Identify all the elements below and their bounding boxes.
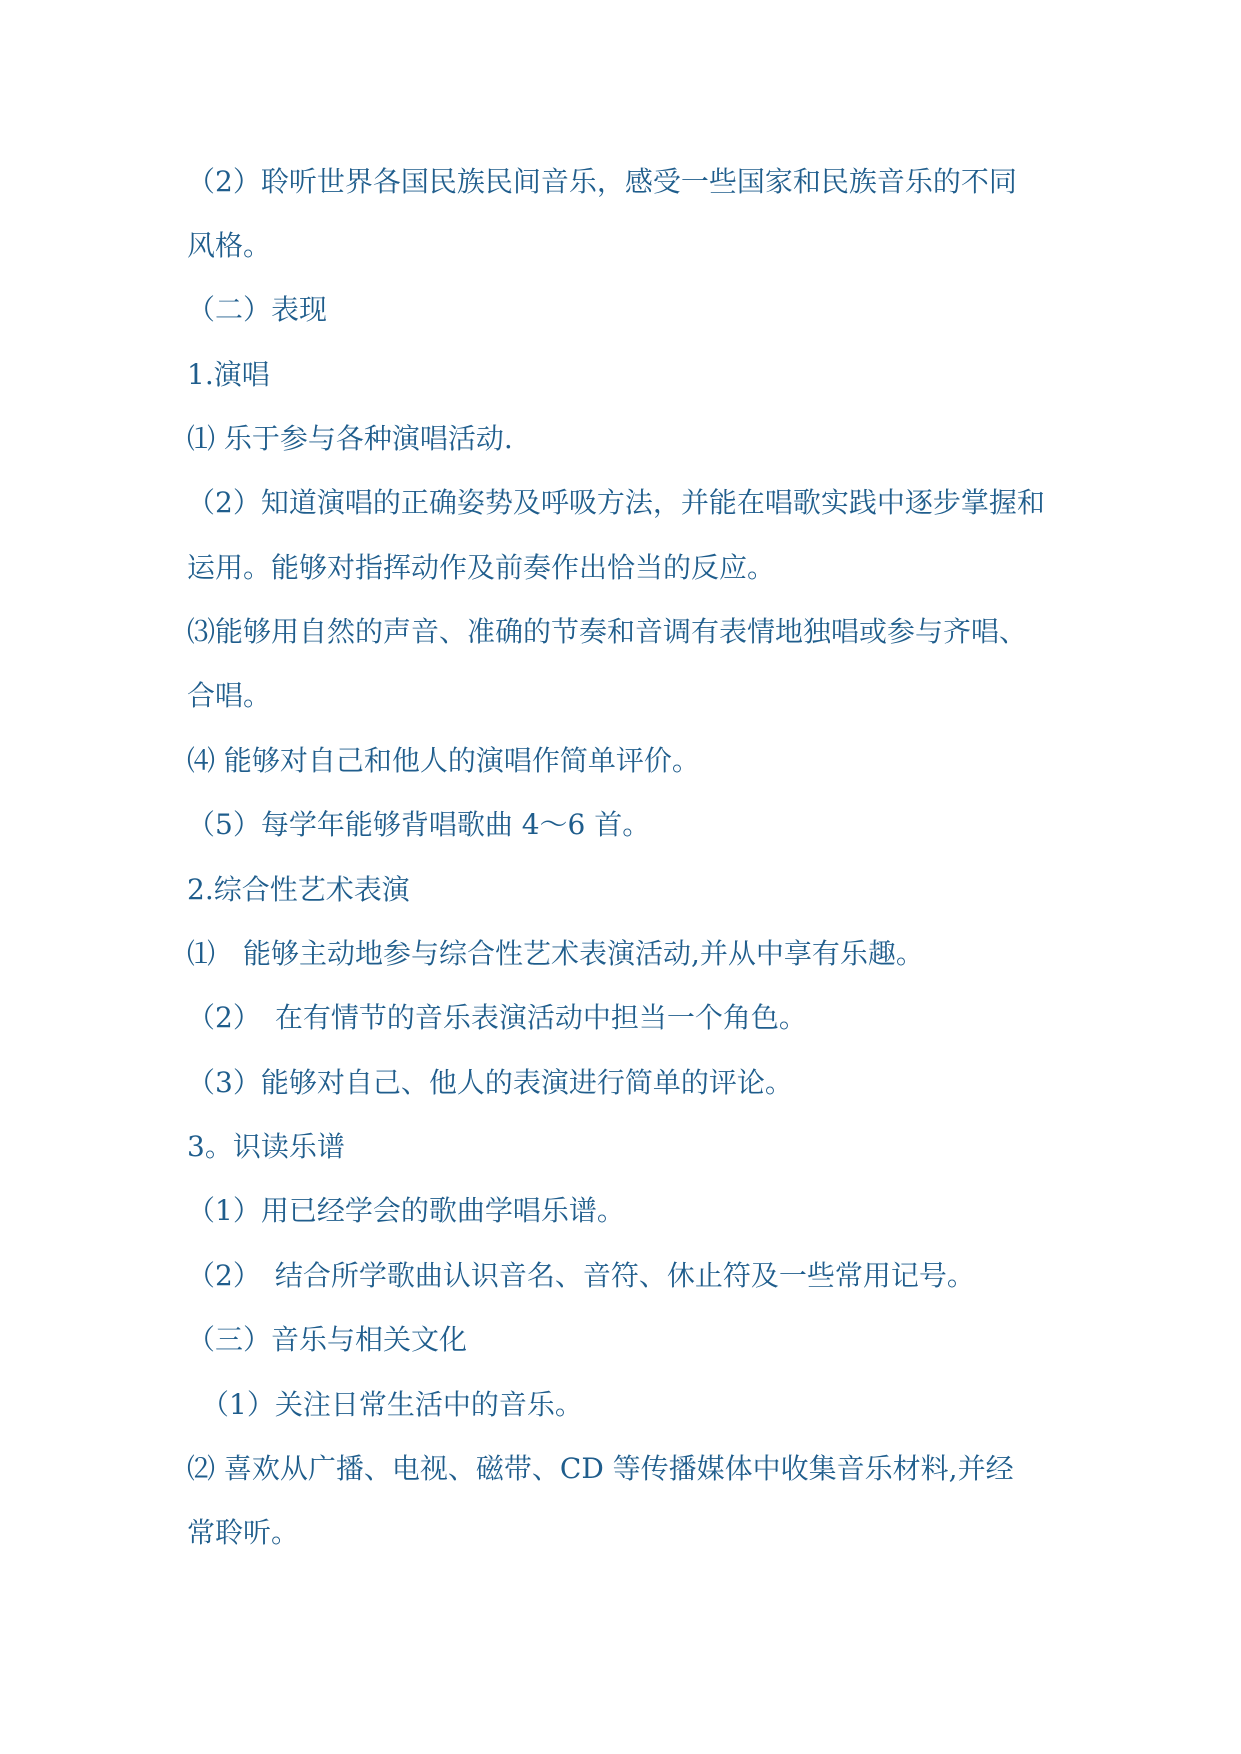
subsection-heading-performance-art: 2.综合性艺术表演 (187, 873, 410, 906)
text-line-8: ⑶能够用自然的声音、准确的节奏和音调有表情地独唱或参与齐唱、 (187, 615, 1028, 648)
text-line-18: （2） 结合所学歌曲认识音名、音符、休止符及一些常用记号。 (187, 1259, 975, 1292)
text-line-5: ⑴ 乐于参与各种演唱活动. (187, 422, 513, 455)
text-line-15: （3）能够对自己、他人的表演进行简单的评论。 (187, 1066, 793, 1099)
text-line-2: 风格。 (187, 229, 272, 262)
subsection-heading-score-reading: 3。识读乐谱 (187, 1130, 345, 1163)
text-line-21: ⑵ 喜欢从广播、电视、磁带、CD 等传播媒体中收集音乐材料,并经 (187, 1452, 1014, 1485)
text-line-11: （5）每学年能够背唱歌曲 4～6 首。 (187, 808, 651, 841)
subsection-heading-singing: 1.演唱 (187, 358, 270, 391)
text-line-10: ⑷ 能够对自己和他人的演唱作简单评价。 (187, 744, 700, 777)
text-line-17: （1）用已经学会的歌曲学唱乐谱。 (187, 1194, 625, 1227)
text-line-1: （2）聆听世界各国民族民间音乐，感受一些国家和民族音乐的不同 (187, 165, 1017, 198)
section-heading-performance: （二）表现 (187, 293, 328, 326)
text-line-9: 合唱。 (187, 679, 272, 712)
text-line-6: （2）知道演唱的正确姿势及呼吸方法，并能在唱歌实践中逐步掌握和 (187, 486, 1045, 519)
text-line-13: ⑴ 能够主动地参与综合性艺术表演活动,并从中享有乐趣。 (187, 937, 924, 970)
text-line-20: （1）关注日常生活中的音乐。 (187, 1388, 583, 1421)
text-line-22: 常聆听。 (187, 1516, 300, 1549)
section-heading-music-culture: （三）音乐与相关文化 (187, 1323, 468, 1356)
text-line-7: 运用。能够对指挥动作及前奏作出恰当的反应。 (187, 551, 776, 584)
text-line-14: （2） 在有情节的音乐表演活动中担当一个角色。 (187, 1001, 807, 1034)
